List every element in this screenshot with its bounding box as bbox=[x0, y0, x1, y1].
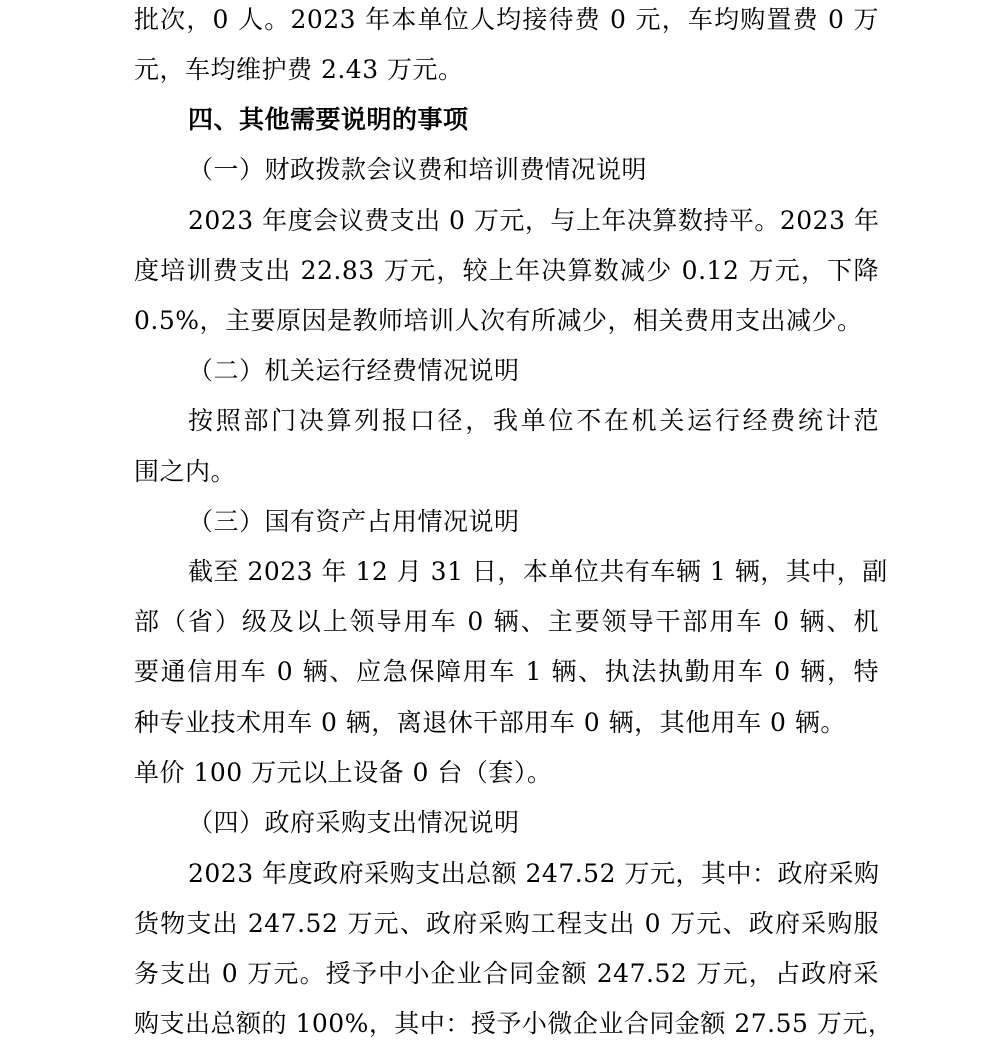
paragraph-line: 务支出 0 万元。授予中小企业合同金额 247.52 万元，占政府采 bbox=[134, 959, 879, 988]
paragraph-line: 0.5%，主要原因是教师培训人次有所减少，相关费用支出减少。 bbox=[134, 306, 863, 335]
paragraph-line: 单价 100 万元以上设备 0 台（套）。 bbox=[134, 758, 553, 787]
paragraph-line: 要通信用车 0 辆、应急保障用车 1 辆、执法执勤用车 0 辆，特 bbox=[134, 657, 879, 686]
paragraph-line: 元，车均维护费 2.43 万元。 bbox=[134, 55, 464, 84]
subsection-heading: （四）政府采购支出情况说明 bbox=[188, 808, 520, 837]
section-heading: 四、其他需要说明的事项 bbox=[188, 105, 469, 134]
paragraph-line: 种专业技术用车 0 辆，离退休干部用车 0 辆，其他用车 0 辆。 bbox=[134, 708, 846, 737]
subsection-heading: （二）机关运行经费情况说明 bbox=[188, 356, 520, 385]
paragraph-line: 按照部门决算列报口径，我单位不在机关运行经费统计范 bbox=[188, 406, 879, 435]
subsection-heading: （一）财政拨款会议费和培训费情况说明 bbox=[188, 155, 648, 184]
paragraph-line: 围之内。 bbox=[134, 457, 237, 486]
paragraph-line: 度培训费支出 22.83 万元，较上年决算数减少 0.12 万元，下降 bbox=[134, 256, 879, 285]
paragraph-line: 2023 年度政府采购支出总额 247.52 万元，其中：政府采购 bbox=[188, 859, 880, 888]
subsection-heading: （三）国有资产占用情况说明 bbox=[188, 507, 520, 536]
paragraph-line: 购支出总额的 100%，其中：授予小微企业合同金额 27.55 万元， bbox=[134, 1009, 894, 1038]
paragraph-line: 2023 年度会议费支出 0 万元，与上年决算数持平。2023 年 bbox=[188, 206, 880, 235]
paragraph-line: 截至 2023 年 12 月 31 日，本单位共有车辆 1 辆，其中，副 bbox=[188, 557, 888, 586]
paragraph-line: 批次，0 人。2023 年本单位人均接待费 0 元，车均购置费 0 万 bbox=[134, 5, 879, 34]
paragraph-line: 货物支出 247.52 万元、政府采购工程支出 0 万元、政府采购服 bbox=[134, 909, 879, 938]
paragraph-line: 部（省）级及以上领导用车 0 辆、主要领导干部用车 0 辆、机 bbox=[134, 607, 879, 636]
